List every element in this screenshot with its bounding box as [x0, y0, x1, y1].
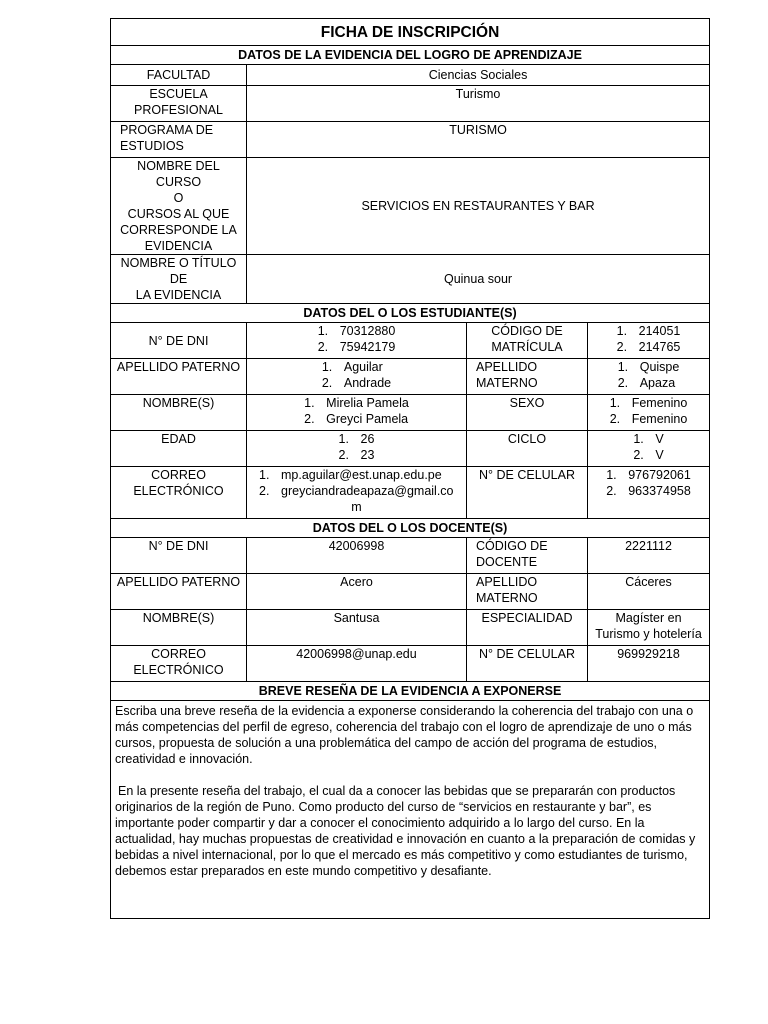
est-dni-label: N° DE DNI — [111, 323, 247, 359]
curso-value: SERVICIOS EN RESTAURANTES Y BAR — [247, 158, 710, 255]
doc-ap-paterno-value: Acero — [247, 574, 467, 610]
est-ciclo-label: CICLO — [467, 431, 588, 467]
doc-celular-value: 969929218 — [588, 646, 710, 682]
est-correo-label: CORREO ELECTRÓNICO — [111, 467, 247, 519]
list-item: 2. 963374958 — [606, 484, 691, 498]
section-estudiantes: DATOS DEL O LOS ESTUDIANTE(S) — [111, 304, 710, 323]
list-item: 2. Greyci Pamela — [304, 412, 409, 426]
titulo-value: Quinua sour — [247, 255, 710, 304]
est-ap-paterno-value — [247, 359, 467, 395]
est-dni-value — [247, 323, 467, 359]
list-item: 2. 214765 — [616, 340, 681, 354]
registration-form — [110, 18, 709, 919]
form-table — [110, 18, 710, 919]
doc-especialidad-value: Magíster en Turismo y hotelería — [588, 610, 710, 646]
doc-ap-paterno-label: APELLIDO PATERNO — [111, 574, 247, 610]
est-edad-label: EDAD — [111, 431, 247, 467]
list-item: 1. Mirelia Pamela — [304, 396, 409, 410]
facultad-label: FACULTAD — [111, 65, 247, 86]
est-ap-paterno-label: APELLIDO PATERNO — [111, 359, 247, 395]
escuela-label: ESCUELA PROFESIONAL — [111, 86, 247, 122]
titulo-label: NOMBRE O TÍTULO DE LA EVIDENCIA — [111, 255, 247, 304]
list-item: 2. Femenino — [609, 412, 688, 426]
doc-nombres-label: NOMBRE(S) — [111, 610, 247, 646]
resena-texto: En la presente reseña del trabajo, el cual da a conocer las bebidas que se prepararán con productos originarios de la región de Puno. Como producto del curso de “servicios en restaurante y bar”, es importante poder compartir y dar a conocer el conocimiento adquirido a lo largo del curso. En la actualidad, hay muchas propuestas de creatividad e innovación en cuanto a la preparación de comidas y bebidas a nivel internacional, por lo que el mercado es más competitivo y como estudiantes de turismo, debemos estar preparados en este mundo competitivo y desafiante. — [115, 784, 696, 878]
list-item: 1. Quispe — [617, 360, 680, 374]
list-item: 1. 70312880 — [317, 324, 396, 338]
list-item: 2. 23 — [338, 448, 375, 462]
est-edad-value — [247, 431, 467, 467]
est-ciclo-value — [588, 431, 710, 467]
list-item: 2. V — [633, 448, 664, 462]
programa-value: TURISMO — [247, 122, 710, 158]
resena-instruccion: Escriba una breve reseña de la evidencia a exponerse considerando la coherencia del trabajo con una o más competencias del perfil de egreso, coherencia del trabajo con el logro de aprendizaje de uno o más cursos, propuesta de solución a una problemática del campo de acción del programa de estudios, creatividad e innovación. — [115, 704, 694, 766]
facultad-value: Ciencias Sociales — [247, 65, 710, 86]
doc-ap-materno-value: Cáceres — [588, 574, 710, 610]
list-item: 2. Apaza — [617, 376, 676, 390]
list-item: 1. 214051 — [616, 324, 681, 338]
est-sexo-value — [588, 395, 710, 431]
doc-especialidad-label: ESPECIALIDAD — [467, 610, 588, 646]
section-docentes: DATOS DEL O LOS DOCENTE(S) — [111, 519, 710, 538]
est-nombres-label: NOMBRE(S) — [111, 395, 247, 431]
list-item: 2. greyciandradeapaza@gmail.co — [259, 484, 454, 498]
doc-dni-label: N° DE DNI — [111, 538, 247, 574]
doc-correo-label: CORREO ELECTRÓNICO — [111, 646, 247, 682]
list-item: 1. mp.aguilar@est.unap.edu.pe — [259, 468, 442, 482]
est-celular-label: N° DE CELULAR — [467, 467, 588, 519]
escuela-value: Turismo — [247, 86, 710, 122]
doc-nombres-value: Santusa — [247, 610, 467, 646]
doc-codigo-label: CÓDIGO DE DOCENTE — [467, 538, 588, 574]
resena-body — [111, 701, 710, 919]
doc-dni-value: 42006998 — [247, 538, 467, 574]
doc-correo-value: 42006998@unap.edu — [247, 646, 467, 682]
est-codigo-value — [588, 323, 710, 359]
est-celular-value — [588, 467, 710, 519]
doc-codigo-value: 2221112 — [588, 538, 710, 574]
list-item: 1. 976792061 — [606, 468, 691, 482]
est-codigo-label: CÓDIGO DE MATRÍCULA — [467, 323, 588, 359]
list-item: 1. Femenino — [609, 396, 688, 410]
list-item: 1. 26 — [338, 432, 375, 446]
list-item: 2. Andrade — [321, 376, 392, 390]
est-ap-materno-value — [588, 359, 710, 395]
est-correo-value: 1. mp.aguilar@est.unap.edu.pe 2. greyciandradeapaza@gmail.co m — [247, 467, 467, 519]
list-item: 1. V — [633, 432, 664, 446]
est-sexo-label: SEXO — [467, 395, 588, 431]
programa-label: PROGRAMA DE ESTUDIOS — [111, 122, 247, 158]
est-nombres-value — [247, 395, 467, 431]
curso-label: NOMBRE DEL CURSO O CURSOS AL QUE CORRESPONDE LA EVIDENCIA — [111, 158, 247, 255]
est-ap-materno-label: APELLIDO MATERNO — [467, 359, 588, 395]
section-evidencia: DATOS DE LA EVIDENCIA DEL LOGRO DE APRENDIZAJE — [111, 46, 710, 65]
section-resena: BREVE RESEÑA DE LA EVIDENCIA A EXPONERSE — [111, 682, 710, 701]
doc-celular-label: N° DE CELULAR — [467, 646, 588, 682]
list-item: 1. Aguilar — [321, 360, 383, 374]
list-item: 2. 75942179 — [317, 340, 396, 354]
doc-ap-materno-label: APELLIDO MATERNO — [467, 574, 588, 610]
form-title: FICHA DE INSCRIPCIÓN — [111, 19, 710, 46]
